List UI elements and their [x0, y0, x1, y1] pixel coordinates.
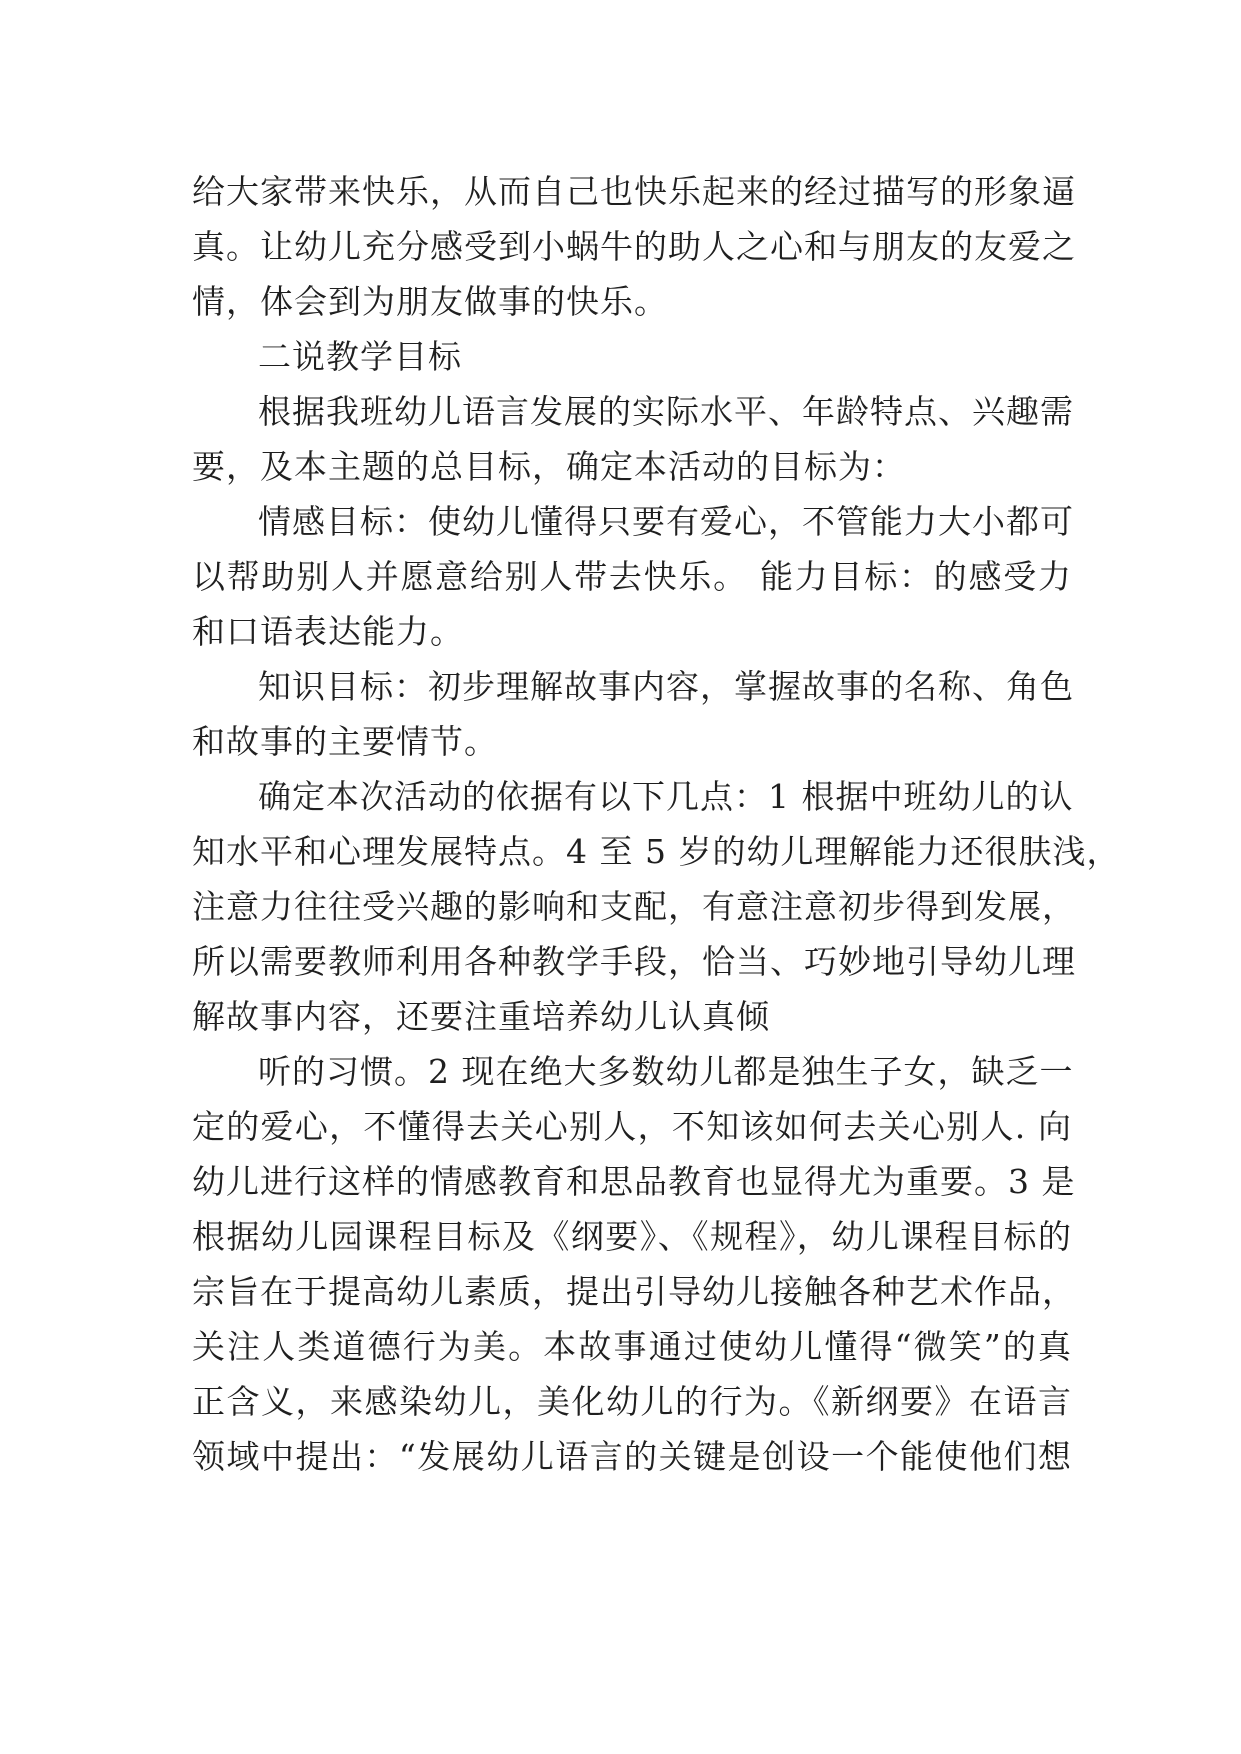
- text-line: 根据我班幼儿语言发展的实际水平、年龄特点、兴趣需: [258, 392, 1074, 431]
- text-line: 真。让幼儿充分感受到小蜗牛的助人之心和与朋友的友爱之: [192, 227, 1076, 266]
- text-line: 听的习惯。2 现在绝大多数幼儿都是独生子女，缺乏一: [258, 1052, 1074, 1091]
- text-line: 领域中提出：“发展幼儿语言的关键是创设一个能使他们想: [192, 1437, 1072, 1476]
- text-line: 正含义，来感染幼儿，美化幼儿的行为。《新纲要》在语言: [192, 1382, 1072, 1421]
- text-line: 给大家带来快乐，从而自己也快乐起来的经过描写的形象逼: [192, 172, 1076, 211]
- text-line: 和口语表达能力。: [192, 612, 464, 651]
- text-line: 解故事内容，还要注重培养幼儿认真倾: [192, 997, 770, 1036]
- text-line: 注意力往往受兴趣的影响和支配，有意注意初步得到发展，: [192, 887, 1076, 926]
- section-heading: 二说教学目标: [258, 337, 462, 376]
- text-line: 要，及本主题的总目标，确定本活动的目标为：: [192, 447, 906, 486]
- text-line: 和故事的主要情节。: [192, 722, 498, 761]
- text-line: 确定本次活动的依据有以下几点：1 根据中班幼儿的认: [258, 777, 1074, 816]
- text-line: 关注人类道德行为美。本故事通过使幼儿懂得“微笑”的真: [192, 1327, 1072, 1366]
- text-line: 宗旨在于提高幼儿素质，提出引导幼儿接触各种艺术作品，: [192, 1272, 1076, 1311]
- text-line: 根据幼儿园课程目标及《纲要》、《规程》，幼儿课程目标的: [192, 1217, 1072, 1256]
- text-line: 知水平和心理发展特点。4 至 5 岁的幼儿理解能力还很肤浅，: [192, 832, 1121, 871]
- text-line: 所以需要教师利用各种教学手段，恰当、巧妙地引导幼儿理: [192, 942, 1076, 981]
- text-line: 情感目标：使幼儿懂得只要有爱心，不管能力大小都可: [258, 502, 1074, 541]
- text-line: 知识目标：初步理解故事内容，掌握故事的名称、角色: [258, 667, 1074, 706]
- text-line: 定的爱心，不懂得去关心别人，不知该如何去关心别人. 向: [192, 1107, 1072, 1146]
- text-line: 情，体会到为朋友做事的快乐。: [192, 282, 668, 321]
- text-line: 以帮助别人并愿意给别人带去快乐。 能力目标：的感受力: [192, 557, 1072, 596]
- text-line: 幼儿进行这样的情感教育和思品教育也显得尤为重要。3 是: [192, 1162, 1076, 1201]
